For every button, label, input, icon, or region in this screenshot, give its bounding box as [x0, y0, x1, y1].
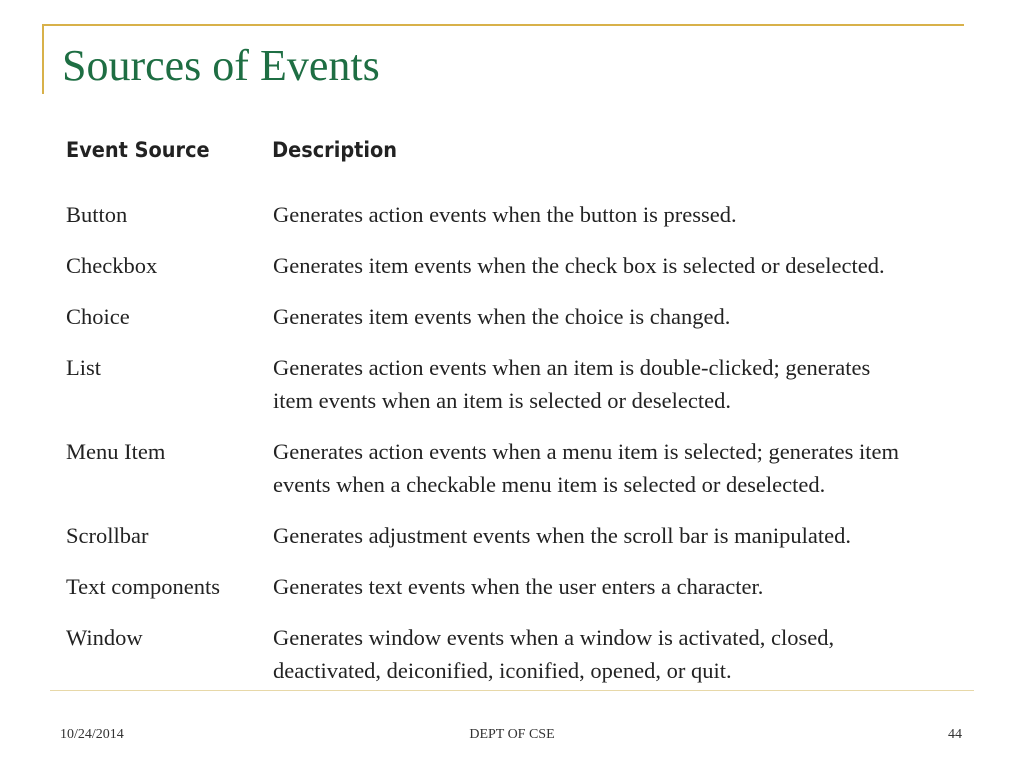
table-row [66, 198, 976, 249]
slide-title: Sources of Events [62, 41, 380, 90]
event-source-cell: Window [66, 625, 143, 650]
description-cell: Generates text events when the user enters a character. [273, 574, 764, 599]
description-cell: Generates action events when a menu item is selected; generates item events when a checkable menu item is selected or deselected. [273, 439, 900, 497]
table-row [66, 249, 976, 300]
event-sources-table [66, 138, 976, 687]
table-row [66, 621, 976, 687]
event-source-cell: Scrollbar [66, 523, 149, 548]
accent-line-top [42, 24, 964, 26]
header-event-source: Event Source [66, 138, 210, 162]
page-number: 44 [948, 727, 962, 742]
table-row [66, 435, 976, 519]
table-body [66, 198, 976, 687]
event-source-cell: List [66, 355, 102, 380]
event-source-cell: Text components [66, 574, 221, 599]
table-row [66, 570, 976, 621]
accent-line-left [42, 24, 44, 94]
footer-department: DEPT OF CSE [469, 727, 555, 742]
event-source-cell: Checkbox [66, 253, 158, 278]
header-description: Description [272, 138, 398, 162]
table-row [66, 519, 976, 570]
description-cell: Generates action events when the button is pressed. [273, 202, 737, 227]
event-source-cell: Choice [66, 304, 130, 329]
description-cell: Generates action events when an item is double-clicked; generates item events when an item is selected or deselected. [273, 355, 871, 413]
table-row [66, 300, 976, 351]
event-source-cell: Menu Item [66, 439, 166, 464]
table-row [66, 351, 976, 435]
description-cell: Generates window events when a window is activated, closed, deactivated, deiconified, iconified, opened, or quit. [273, 625, 835, 683]
description-cell: Generates item events when the choice is changed. [273, 304, 731, 329]
event-source-cell: Button [66, 202, 128, 227]
table-header-row [66, 138, 903, 178]
footer-divider [50, 690, 974, 691]
footer-date: 10/24/2014 [60, 727, 124, 742]
description-cell: Generates adjustment events when the scroll bar is manipulated. [273, 523, 851, 548]
description-cell: Generates item events when the check box is selected or deselected. [273, 253, 885, 278]
